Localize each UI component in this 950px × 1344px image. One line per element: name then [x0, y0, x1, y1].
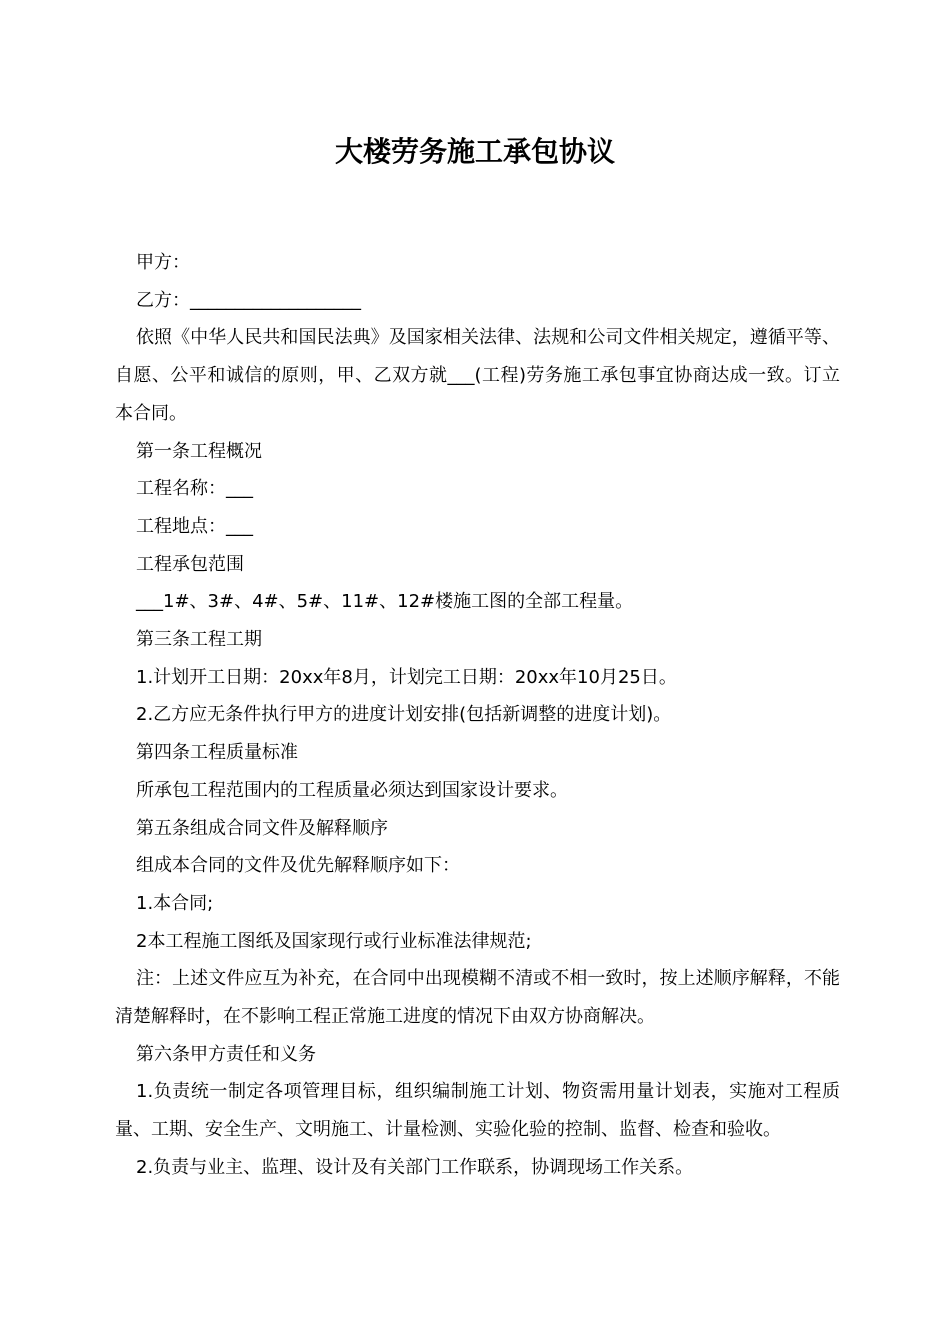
project-location-line: 工程地点：___ — [136, 515, 253, 537]
party-a-line: 甲方： — [136, 252, 190, 273]
party-b-line: 乙方：___________________ — [136, 289, 361, 311]
article-heading: 第三条工程工期 — [136, 629, 262, 651]
project-name-line: 工程名称：___ — [136, 478, 253, 500]
body-paragraph: 组成本合同的文件及优先解释顺序如下： — [136, 855, 460, 877]
article-heading: 第四条工程质量标准 — [136, 742, 298, 764]
list-item: 2本工程施工图纸及国家现行或行业标准法律规范; — [136, 930, 532, 952]
article-heading: 第一条工程概况 — [136, 440, 262, 462]
list-item: 2.乙方应无条件执行甲方的进度计划安排(包括新调整的进度计划)。 — [136, 704, 672, 726]
list-item: 1.本合同; — [136, 892, 214, 914]
list-item: 1.负责统一制定各项管理目标，组织编制施工计划、物资需用量计划表，实施对工程质量、工期、安全生产、文明施工、计量检测、实验化验的控制、监督、检查和验收。 — [115, 1081, 840, 1141]
body-paragraph: 所承包工程范围内的工程质量必须达到国家设计要求。 — [136, 779, 568, 801]
document-title: 大楼劳务施工承包协议 — [334, 135, 615, 168]
list-item: 1.计划开工日期：20xx年8月，计划完工日期：20xx年10月25日。 — [136, 666, 677, 688]
article-heading: 第六条甲方责任和义务 — [136, 1043, 316, 1065]
preamble-paragraph: 依照《中华人民共和国民法典》及国家相关法律、法规和公司文件相关规定，遵循平等、自愿、公平和诚信的原则，甲、乙双方就___(工程)劳务施工承包事宜协商达成一致。订立本合同。 — [115, 327, 840, 424]
article-heading: 第五条组成合同文件及解释顺序 — [136, 817, 388, 839]
scope-heading: 工程承包范围 — [136, 553, 244, 575]
scope-line: ___1#、3#、4#、5#、11#、12#楼施工图的全部工程量。 — [136, 591, 634, 613]
document-body — [115, 244, 840, 1187]
list-item: 2.负责与业主、监理、设计及有关部门工作联系，协调现场工作关系。 — [136, 1156, 694, 1178]
note-paragraph: 注：上述文件应互为补充，在合同中出现模糊不清或不相一致时，按上述顺序解释，不能清楚解释时，在不影响工程正常施工进度的情况下由双方协商解决。 — [115, 968, 840, 1028]
